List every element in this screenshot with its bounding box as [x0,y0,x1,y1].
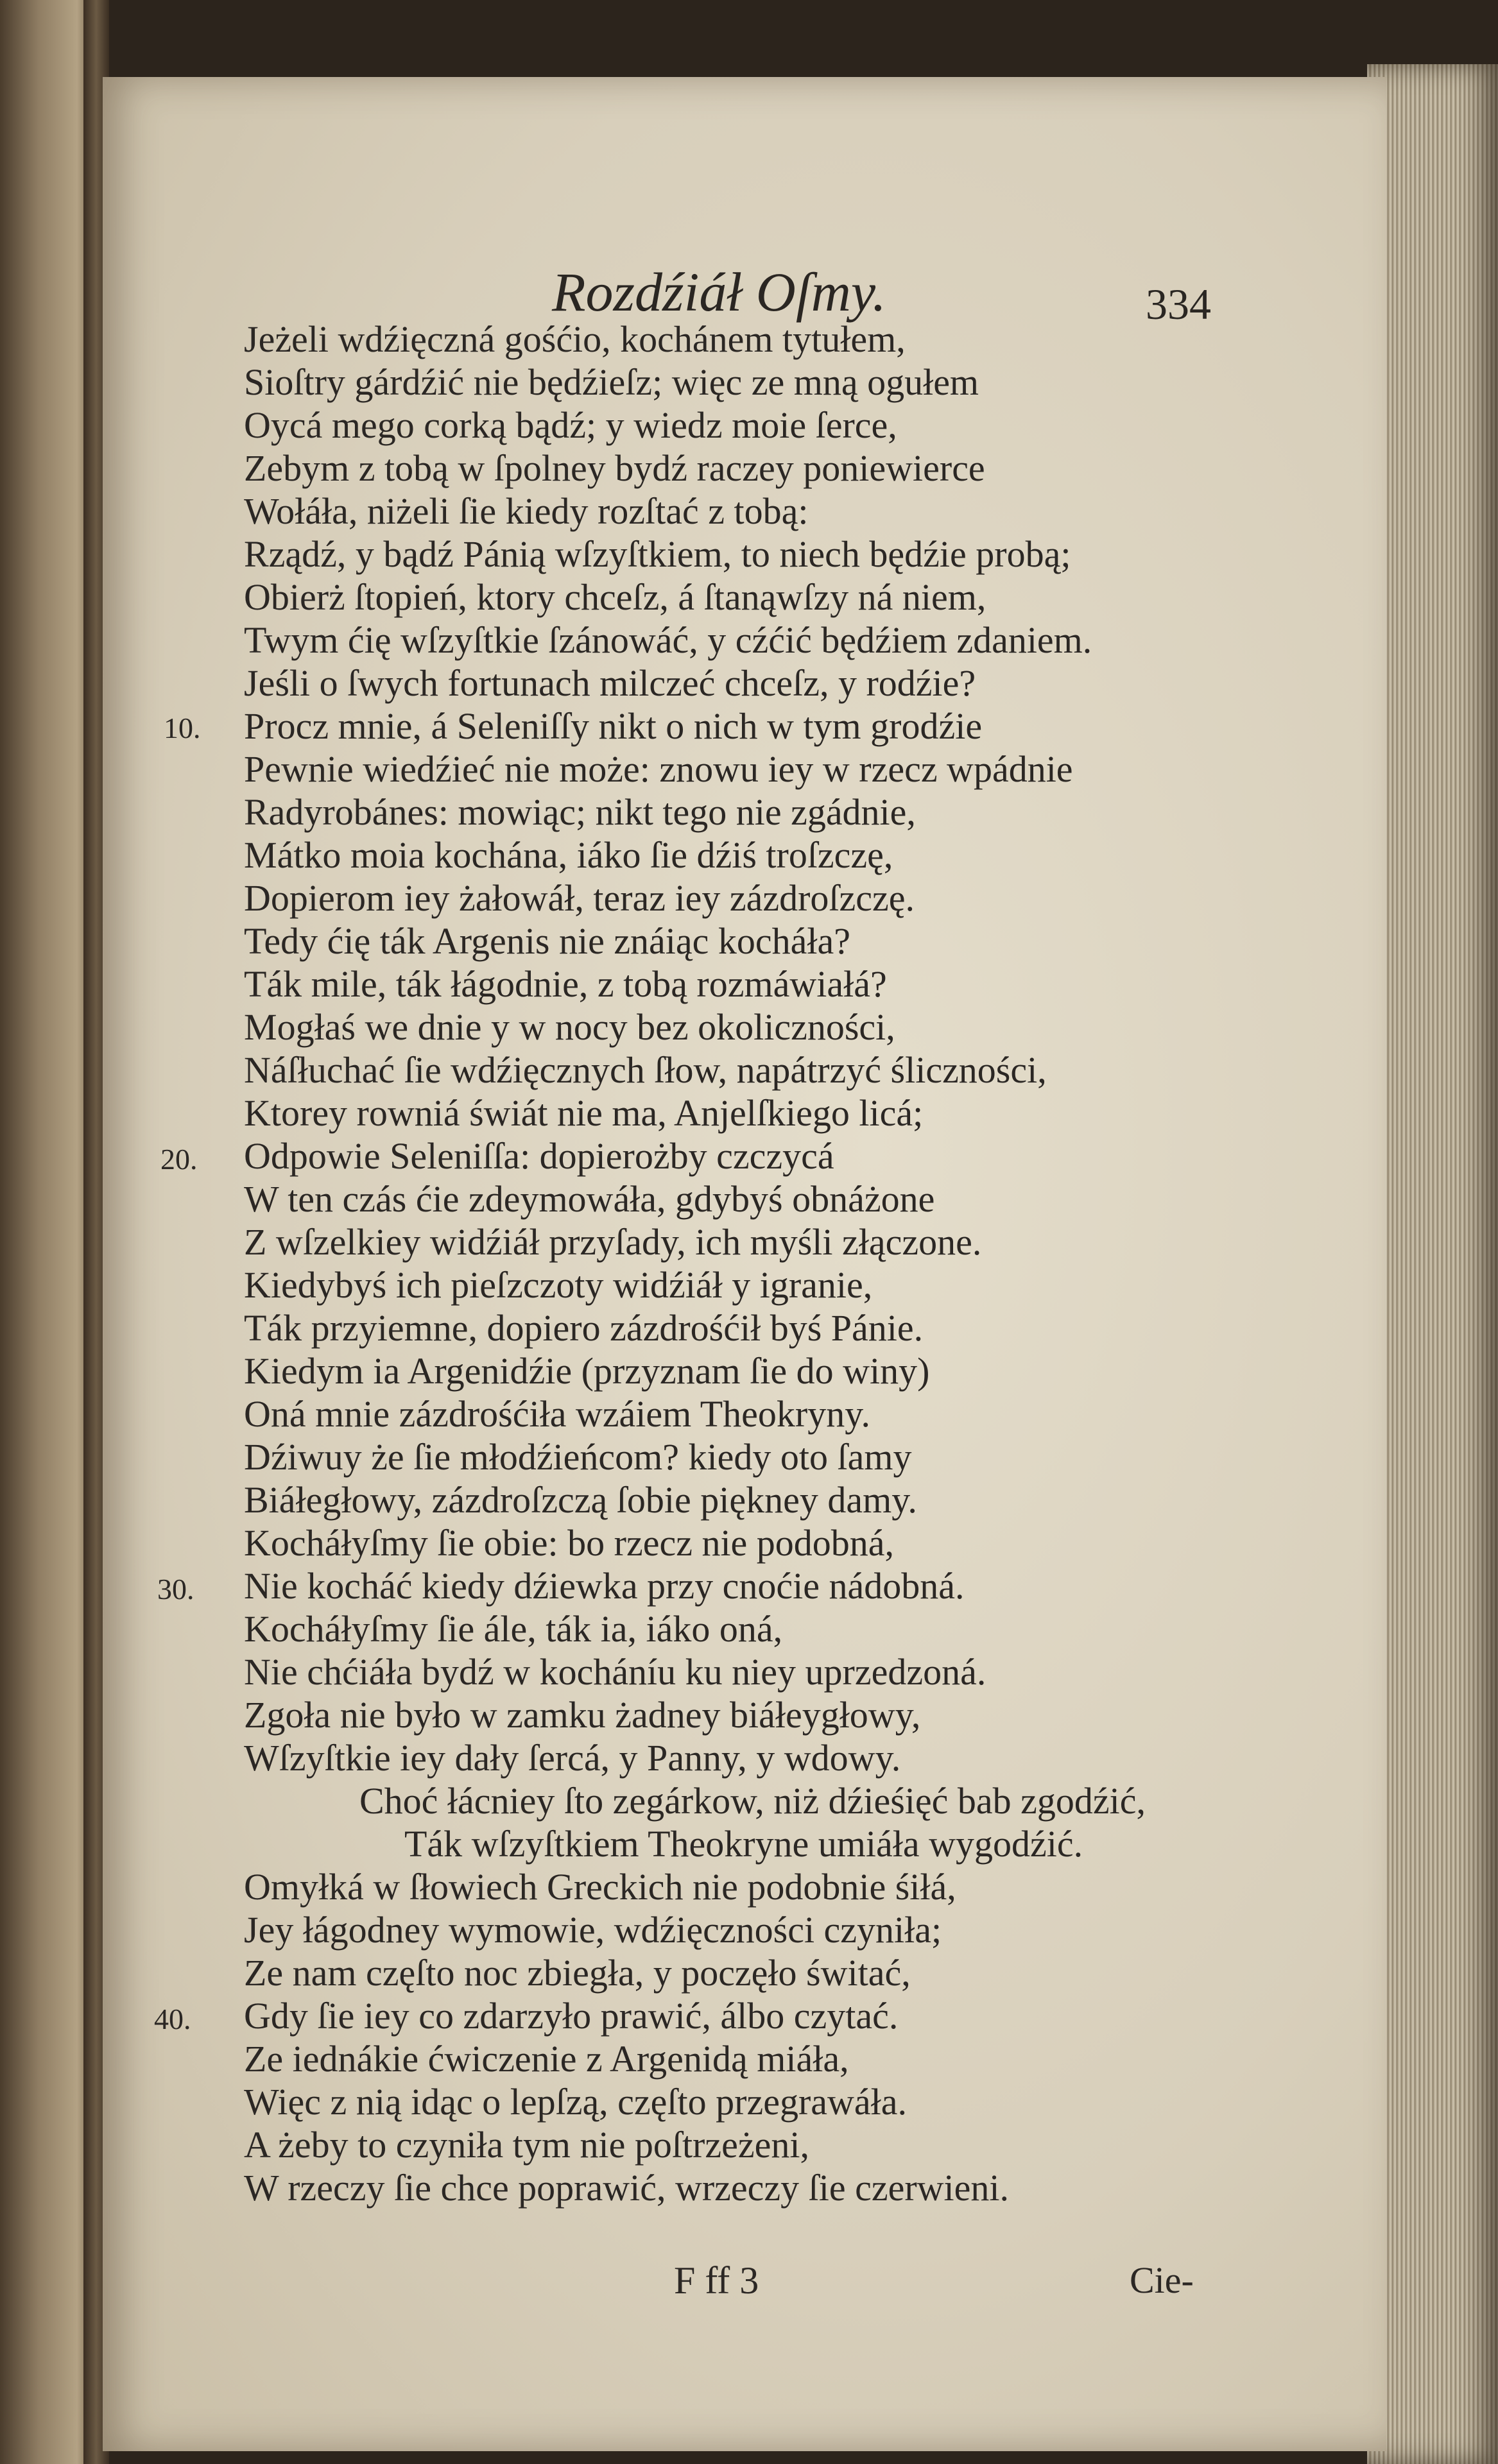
verse-line: Pewnie wiedźieć nie może: znowu iey w rzecz wpádnie [244,748,1073,790]
verse-line: Oná mnie zázdrośćiła wzáiem Theokryny. [244,1393,870,1435]
page-number: 334 [1146,280,1211,329]
verse-line: Nie kocháć kiedy dźiewka przy cnoćie nádobná. [244,1565,965,1607]
verse-line: Dźiwuy że ſie młodźieńcom? kiedy oto ſamy [244,1436,912,1478]
verse-line: Náſłuchać ſie wdźięcznych ſłow, napátrzyć śliczności, [244,1049,1047,1091]
verse-line: Ták wſzyſtkiem Theokryne umiáła wygodźić. [404,1823,1083,1865]
signature-mark: F ff 3 [674,2259,759,2302]
verse-line: Ktorey rowniá świát nie ma, Anjelſkiego licá; [244,1092,924,1134]
verse-line: Zgoła nie było w zamku żadney biáłeygłowy, [244,1694,921,1736]
running-head: Rozdźiáł Oſmy. [552,261,886,323]
verse-line: Nie chćiáła bydź w kocháníu ku niey uprzedzoná. [244,1651,986,1693]
verse-line: Mátko moia kochána, iáko ſie dźiś troſzczę, [244,834,893,876]
verse-line: Kiedym ia Argenidźie (przyznam ſie do winy) [244,1350,930,1392]
verse-line: Jeżeli wdźięczná gośćio, kochánem tytułem, [244,318,906,360]
verse-line: Gdy ſie iey co zdarzyło prawić, álbo czytać. [244,1995,899,2037]
verse-line: Procz mnie, á Seleniſſy nikt o nich w tym grodźie [244,705,983,747]
verse-line: Kocháłyſmy ſie obie: bo rzecz nie podobná, [244,1522,895,1564]
verse-line: Odpowie Seleniſſa: dopierożby czczycá [244,1135,834,1177]
verse-line: Sioſtry gárdźić nie będźieſz; więc ze mną ogułem [244,361,979,403]
verse-line: Kiedybyś ich pieſzczoty widźiáł y igranie, [244,1264,873,1306]
verse-line: W rzeczy ſie chce poprawić, wrzeczy ſie czerwieni. [244,2167,1010,2209]
verse-line: Radyrobánes: mowiąc; nikt tego nie zgádnie, [244,791,916,833]
line-number: 30. [157,1573,194,1605]
verse-line: Biáłegłowy, zázdroſzczą ſobie piękney damy. [244,1479,917,1521]
facing-page-edge [0,0,96,2464]
verse-line: Zebym z tobą w ſpolney bydź raczey poniewierce [244,447,985,489]
verse-line: Choć łácniey ſto zegárkow, niż dźieśięć bab zgodźić, [359,1780,1146,1822]
verse-line: Ták mile, ták łágodnie, z tobą rozmáwiałá? [244,963,887,1005]
verse-line: Z wſzelkiey widźiáł przyſady, ich myśli złączone. [244,1221,982,1263]
verse-line: Jeśli o ſwych fortunach milczeć chceſz, y rodźie? [244,662,976,704]
verse-line: Ze iednákie ćwiczenie z Argenidą miáła, [244,2038,849,2080]
line-number: 10. [164,712,201,744]
catchword: Cie- [1130,2259,1194,2301]
verse-line: Wołáła, niżeli ſie kiedy rozſtać z tobą: [244,490,809,532]
verse-line: Wſzyſtkie iey dały ſercá, y Panny, y wdowy. [244,1737,901,1779]
verse-line: Twym ćię wſzyſtkie ſzánowáć, y cźćić będźiem zdaniem. [244,619,1092,661]
verse-line: W ten czás ćie zdeymowáła, gdybyś obnáżone [244,1178,935,1220]
verse-line: Kocháłyſmy ſie ále, ták ia, iáko oná, [244,1608,783,1650]
page-fore-edge [1367,64,1498,2464]
verse-line: Ták przyiemne, dopiero zázdrośćił byś Pánie. [244,1307,924,1349]
verse-line: Więc z nią idąc o lepſzą, częſto przegrawáła. [244,2081,907,2123]
verse-line: Rządź, y bądź Pánią wſzyſtkiem, to niech będźie probą; [244,533,1071,575]
verse-line: Mogłaś we dnie y w nocy bez okoliczności, [244,1006,895,1048]
line-number: 20. [160,1143,198,1176]
verse-line: Dopierom iey żałowáł, teraz iey zázdroſzczę. [244,877,915,919]
line-number: 40. [154,2003,191,2035]
verse-line: A żeby to czyniła tym nie poſtrzeżeni, [244,2124,809,2166]
verse-line: Obierż ſtopień, ktory chceſz, á ſtanąwſzy ná niem, [244,576,986,618]
verse-line: Ze nam częſto noc zbiegła, y poczęło świtać, [244,1952,911,1994]
verse-line: Tedy ćię ták Argenis nie znáiąc kocháła? [244,920,850,962]
verse-line: Omyłká w ſłowiech Greckich nie podobnie śiłá, [244,1866,956,1908]
verse-line: Oycá mego corką bądź; y wiedz moie ſerce, [244,404,897,446]
verse-line: Jey łágodney wymowie, wdźięczności czyniła; [244,1909,942,1951]
